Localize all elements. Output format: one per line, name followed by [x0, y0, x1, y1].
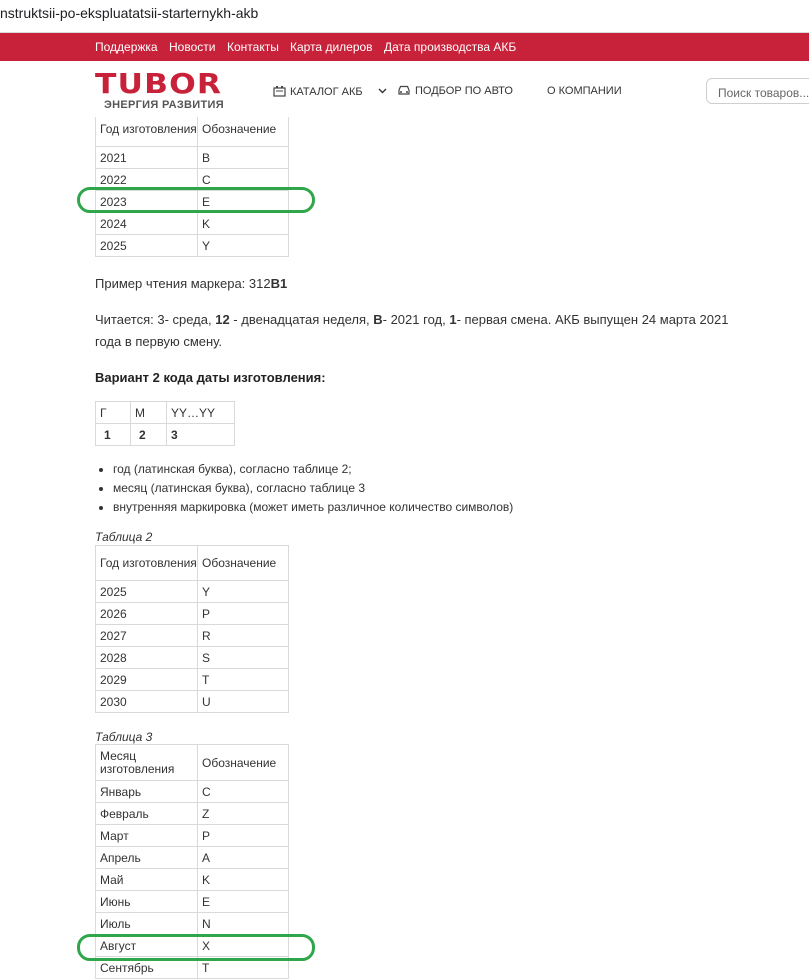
- table-row: [96, 169, 289, 191]
- table-cell: 2030: [96, 691, 198, 713]
- table-cell: Апрель: [96, 847, 198, 869]
- table-cell: Февраль: [96, 803, 198, 825]
- text-part: - 2021 год,: [382, 312, 450, 327]
- table-cell: K: [198, 869, 289, 891]
- list-item: • внутренняя маркировка (может иметь различное количество символов): [113, 498, 513, 517]
- topbar-link-production-date[interactable]: Дата производства АКБ: [384, 40, 517, 54]
- table-header-code: Обозначение: [198, 546, 289, 581]
- table-cell: C: [198, 781, 289, 803]
- table-cell: E: [198, 191, 289, 213]
- table-cell: A: [198, 847, 289, 869]
- table-cell: N: [198, 913, 289, 935]
- code-label-internal: YY…YY: [167, 402, 235, 424]
- table-header-code: Обозначение: [198, 745, 289, 781]
- code-label-month: М: [131, 402, 167, 424]
- text-part: Читается: 3- среда,: [95, 312, 216, 327]
- nav-about[interactable]: [547, 85, 622, 97]
- table-cell: R: [198, 625, 289, 647]
- table-cell: U: [198, 691, 289, 713]
- table-cell: 2026: [96, 603, 198, 625]
- table-cell: Z: [198, 803, 289, 825]
- article-content: [0, 117, 809, 979]
- logo-slogan: ЭНЕРГИЯ РАЗВИТИЯ: [104, 99, 224, 111]
- table-cell: T: [198, 957, 289, 979]
- table-cell: X: [198, 935, 289, 957]
- table-cell: 2029: [96, 669, 198, 691]
- table-cell: 2025: [96, 235, 198, 257]
- table-cell: Март: [96, 825, 198, 847]
- search-box[interactable]: [706, 78, 809, 104]
- year-code-table-2: [95, 545, 289, 713]
- marker-reading-line1: [95, 309, 728, 331]
- text-part: - первая смена. АКБ выпущен 24 марта 2021: [456, 312, 729, 327]
- table-row: [96, 235, 289, 257]
- table-row: [96, 669, 289, 691]
- code-label-year: Г: [96, 402, 131, 424]
- year-code-table-1: [95, 117, 289, 257]
- table-cell: Y: [198, 581, 289, 603]
- table-row: [96, 847, 289, 869]
- nav-car-select[interactable]: [397, 85, 513, 99]
- text-bold: 12: [215, 312, 230, 327]
- topbar-link-dealer-map[interactable]: Карта дилеров: [290, 40, 373, 54]
- top-links-bar: [0, 33, 809, 61]
- table-row: [96, 191, 289, 213]
- code-description-list: [95, 460, 513, 517]
- table-row: [96, 424, 235, 446]
- table-cell: Сентябрь: [96, 957, 198, 979]
- address-bar[interactable]: [0, 0, 809, 33]
- table2-caption: Таблица 2: [95, 530, 153, 544]
- table-header-code: Обозначение: [198, 117, 289, 147]
- table-cell: 2024: [96, 213, 198, 235]
- table-cell: T: [198, 669, 289, 691]
- table-header-year: Год изготовления: [96, 117, 198, 147]
- month-code-table: [95, 744, 289, 979]
- code-structure-table: [95, 401, 235, 446]
- table-cell: E: [198, 891, 289, 913]
- table-header-row: [96, 546, 289, 581]
- variant2-heading: Вариант 2 кода даты изготовления:: [95, 370, 326, 385]
- table-row: [96, 402, 235, 424]
- table-cell: Июль: [96, 913, 198, 935]
- table-row: [96, 869, 289, 891]
- table3-caption: Таблица 3: [95, 730, 153, 744]
- table-row: [96, 935, 289, 957]
- nav-about-label: О КОМПАНИИ: [547, 85, 622, 97]
- topbar-link-news[interactable]: Новости: [169, 40, 216, 54]
- marker-example-prefix: Пример чтения маркера: 312: [95, 276, 271, 291]
- table-cell: B: [198, 147, 289, 169]
- logo-wordmark: TUBOR: [95, 67, 223, 100]
- table-cell: 2027: [96, 625, 198, 647]
- topbar-link-support[interactable]: Поддержка: [95, 40, 158, 54]
- nav-catalog-label: КАТАЛОГ АКБ: [290, 86, 363, 98]
- code-number: 1: [96, 424, 131, 446]
- table-row: [96, 957, 289, 979]
- marker-reading-line2: года в первую смену.: [95, 334, 222, 349]
- nav-catalog[interactable]: [273, 85, 387, 100]
- list-item: • год (латинская буква), согласно таблице 2;: [113, 460, 513, 479]
- table-cell: Y: [198, 235, 289, 257]
- table-cell: Июнь: [96, 891, 198, 913]
- table-cell: K: [198, 213, 289, 235]
- table-row: [96, 147, 289, 169]
- table-row: [96, 581, 289, 603]
- table-header-year: Год изготовления: [96, 546, 198, 581]
- table-row: [96, 603, 289, 625]
- table-cell: Январь: [96, 781, 198, 803]
- table-row: [96, 691, 289, 713]
- table-cell: 2022: [96, 169, 198, 191]
- code-number: 3: [167, 424, 235, 446]
- table-header-row: [96, 117, 289, 147]
- table-row: [96, 825, 289, 847]
- car-icon: [397, 85, 411, 99]
- nav-car-select-label: ПОДБОР ПО АВТО: [415, 85, 513, 97]
- table-row: [96, 891, 289, 913]
- table-cell: 2028: [96, 647, 198, 669]
- table-row: [96, 625, 289, 647]
- table-cell: 2023: [96, 191, 198, 213]
- table-cell: 2025: [96, 581, 198, 603]
- topbar-link-contacts[interactable]: Контакты: [227, 40, 279, 54]
- text-bold: 1: [449, 312, 457, 327]
- text-bold: B: [373, 312, 383, 327]
- table-row: [96, 803, 289, 825]
- table-row: [96, 781, 289, 803]
- table-row: [96, 647, 289, 669]
- table-cell: 2021: [96, 147, 198, 169]
- marker-example-code: B1: [270, 276, 288, 291]
- table-row: [96, 213, 289, 235]
- table-cell: S: [198, 647, 289, 669]
- site-header: [0, 61, 809, 117]
- table-cell: C: [198, 169, 289, 191]
- marker-example: [95, 273, 287, 295]
- tubor-logo[interactable]: [95, 67, 245, 113]
- table-header-month: Месяц изготовления: [96, 745, 198, 781]
- catalog-icon: [273, 85, 286, 100]
- table-cell: P: [198, 603, 289, 625]
- table-cell: Май: [96, 869, 198, 891]
- table-cell: Август: [96, 935, 198, 957]
- list-item: • месяц (латинская буква), согласно таблице 3: [113, 479, 513, 498]
- search-input[interactable]: [716, 85, 809, 101]
- code-number: 2: [131, 424, 167, 446]
- chevron-down-icon[interactable]: [378, 86, 387, 98]
- table-cell: P: [198, 825, 289, 847]
- text-part: - двенадцатая неделя,: [229, 312, 374, 327]
- table-header-row: [96, 745, 289, 781]
- url-text[interactable]: nstruktsii-po-ekspluatatsii-starternykh-akb: [0, 5, 259, 21]
- table-row: [96, 913, 289, 935]
